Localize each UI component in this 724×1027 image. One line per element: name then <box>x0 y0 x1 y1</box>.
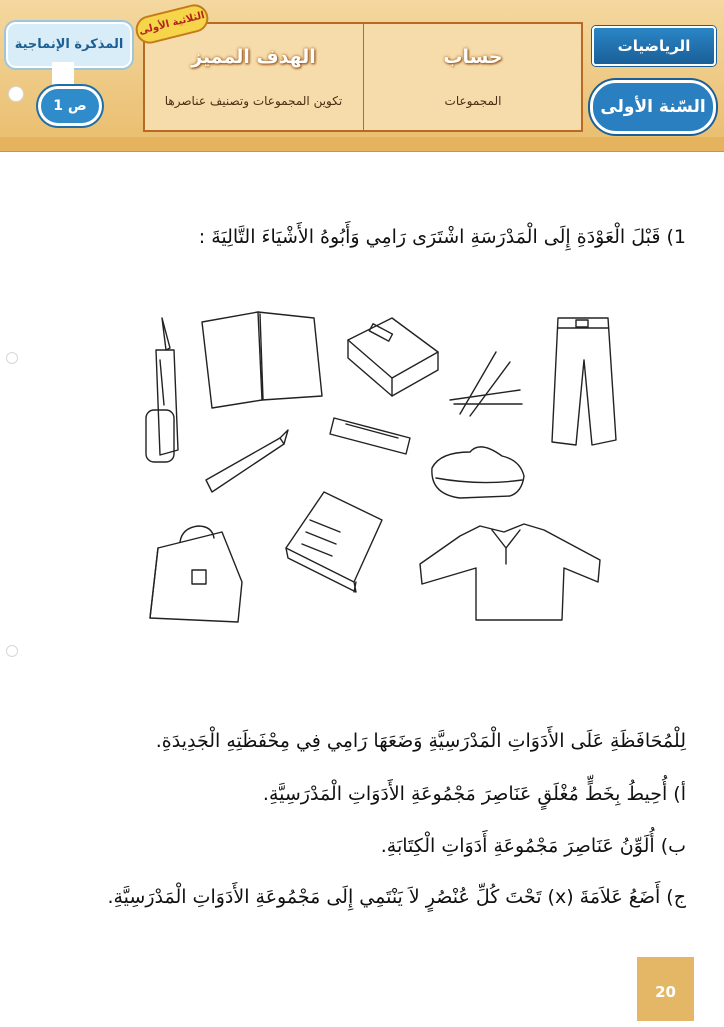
fountain-pen-icon <box>146 318 178 462</box>
colored-pencils-icon <box>450 352 522 416</box>
subject-tab: الرياضيات <box>592 26 716 66</box>
lesson-info-box <box>143 22 583 132</box>
shoe-icon <box>432 447 524 498</box>
exercise-statement: لِلْمُحَافَظَةِ عَلَى الأَدَوَاتِ الْمَدْرَسِيَّةِ وَضَعَهَا رَامِي فِي مِحْفَظَتِهِ الْجَدِيدَةِ. <box>155 730 686 752</box>
notebook-icon <box>202 312 322 408</box>
book-icon <box>348 318 438 396</box>
objective-column <box>145 24 362 130</box>
domain-title: حساب <box>443 46 503 68</box>
domain-column <box>363 24 582 130</box>
binder-hole <box>6 352 18 364</box>
binder-hole <box>6 645 18 657</box>
school-items-illustration <box>120 300 640 630</box>
ruler-icon <box>330 418 410 454</box>
booklet-label: المذكرة الإنماجية <box>6 22 132 68</box>
task-b: ب) أُلَوِّنُ عَنَاصِرَ مَجْمُوعَةِ أَدَوَاتِ الْكِتَابَةِ. <box>380 835 686 857</box>
task-a: أ) أُحِيطُ بِخَطٍّ مُغْلَقٍ عَنَاصِرَ مَجْمُوعَةِ الأَدَوَاتِ الْمَدْرَسِيَّةِ. <box>262 783 686 805</box>
level-badge: الثلاثية الأولى <box>133 1 212 46</box>
page-tab-connector <box>52 62 74 88</box>
open-book-icon <box>286 492 382 592</box>
pencil-icon <box>206 430 288 492</box>
task-c: ج) أَضَعُ عَلاَمَةَ (x) تَحْتَ كُلِّ عُنْصُرٍ لاَ يَنْتَمِي إِلَى مَجْمُوعَةِ الأَدَوَاتِ الْمَدْرَسِيَّةِ. <box>107 886 686 908</box>
exercise-intro: 1) قَبْلَ الْعَوْدَةِ إِلَى الْمَدْرَسَةِ اشْتَرَى رَامِي وَأَبُوهُ الأَشْيَاءَ التَّالِيَةَ : <box>198 226 686 248</box>
shirt-icon <box>420 524 600 620</box>
binder-hole <box>8 86 24 102</box>
domain-subtitle: المجموعات <box>444 94 502 108</box>
header-band-edge <box>0 137 724 151</box>
page-number: 20 <box>637 957 694 1021</box>
page-badge: ص 1 <box>38 86 102 126</box>
school-bag-icon <box>150 526 242 622</box>
year-badge: السّنة الأولى <box>590 80 716 134</box>
objective-subtitle: تكوين المجموعات وتصنيف عناصرها <box>164 94 343 108</box>
objective-title: الهدف المميز <box>191 46 316 68</box>
trousers-icon <box>552 318 616 445</box>
